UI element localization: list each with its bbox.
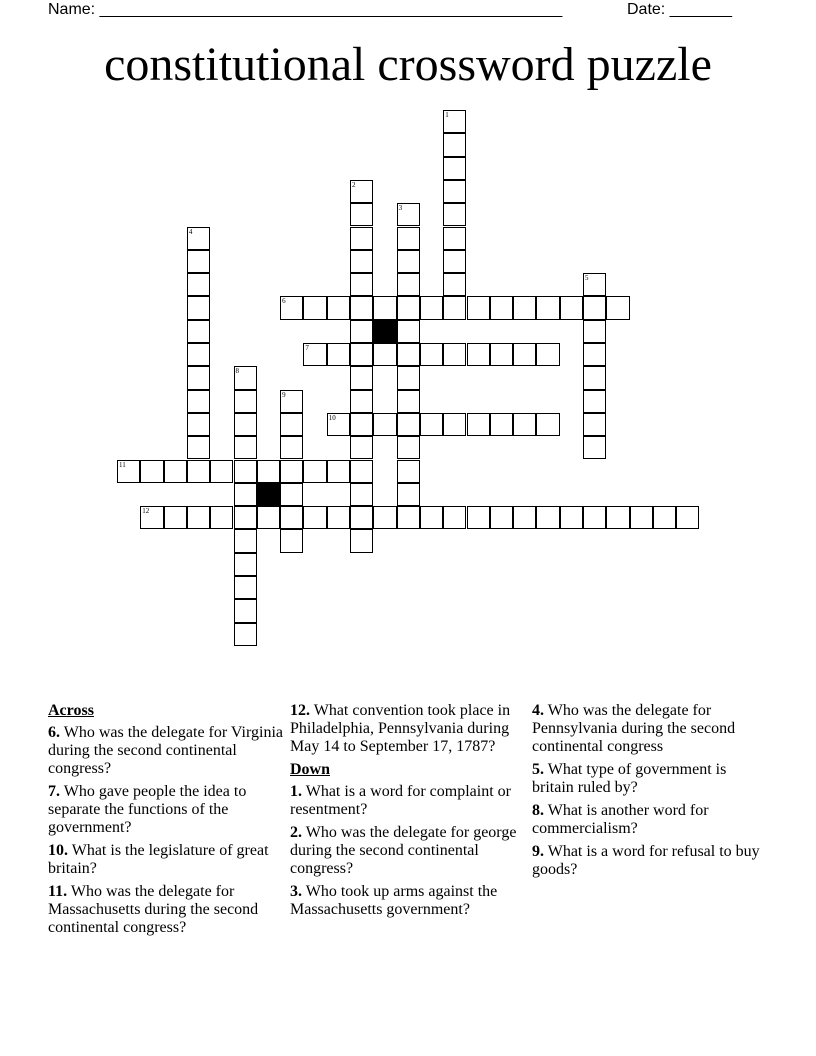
black-cell — [373, 320, 396, 343]
grid-cell[interactable] — [420, 343, 443, 366]
grid-cell[interactable] — [234, 460, 257, 483]
grid-cell[interactable] — [583, 366, 606, 389]
grid-cell[interactable] — [280, 506, 303, 529]
clue-down-2: 2. Who was the delegate for george during the second continental congress? — [290, 824, 517, 877]
grid-cell[interactable] — [397, 273, 420, 296]
grid-cell[interactable] — [234, 553, 257, 576]
grid-cell[interactable] — [490, 296, 513, 319]
grid-cell[interactable] — [630, 506, 653, 529]
clues-column-2 — [290, 702, 526, 924]
clue-down-1: 1. What is a word for complaint or resentment? — [290, 783, 511, 818]
clue-across-11: 11. Who was the delegate for Massachusetts during the second continental congress? — [48, 883, 259, 936]
grid-cell[interactable] — [583, 320, 606, 343]
grid-cell[interactable] — [187, 250, 210, 273]
grid-cell[interactable] — [490, 506, 513, 529]
grid-cell[interactable] — [513, 506, 536, 529]
grid-cell[interactable] — [583, 413, 606, 436]
grid-cell[interactable] — [443, 413, 466, 436]
across-heading: Across — [48, 702, 94, 719]
grid-cell[interactable] — [303, 506, 326, 529]
grid-cell[interactable] — [187, 506, 210, 529]
grid-cell[interactable] — [606, 296, 629, 319]
clue-across-6: 6. Who was the delegate for Virginia during the second continental congress? — [48, 724, 283, 777]
clue-number-12: 12 — [142, 507, 150, 516]
grid-cell[interactable] — [350, 483, 373, 506]
clue-number-1: 1 — [445, 111, 449, 119]
grid-cell[interactable] — [350, 390, 373, 413]
grid-cell[interactable] — [420, 506, 443, 529]
grid-cell[interactable] — [187, 273, 210, 296]
grid-cell[interactable] — [443, 180, 466, 203]
grid-cell[interactable] — [327, 296, 350, 319]
clue-number-3: 3 — [398, 204, 403, 213]
grid-cell[interactable] — [303, 460, 326, 483]
grid-cell[interactable] — [676, 506, 699, 529]
grid-cell[interactable] — [327, 460, 350, 483]
grid-cell[interactable] — [583, 390, 606, 413]
grid-cell[interactable] — [350, 273, 373, 296]
grid-cell[interactable] — [280, 460, 303, 483]
grid-cell[interactable] — [187, 343, 210, 366]
grid-cell[interactable] — [397, 460, 420, 483]
clue-number-2: 2 — [352, 180, 356, 189]
grid-cell[interactable] — [350, 320, 373, 343]
grid-cell[interactable] — [420, 413, 443, 436]
grid-cell[interactable] — [257, 506, 280, 529]
grid-cell[interactable] — [350, 227, 373, 250]
clue-down-5: 5. What type of government is britain ruled by? — [532, 761, 727, 796]
clue-number-7: 7 — [305, 344, 309, 352]
page-title: constitutional crossword puzzle — [104, 38, 712, 91]
grid-cell[interactable] — [210, 506, 233, 529]
down-heading: Down — [290, 761, 331, 778]
clue-number-6: 6 — [282, 297, 286, 306]
grid-cell[interactable] — [443, 296, 466, 319]
grid-cell[interactable] — [164, 506, 187, 529]
grid-cell[interactable] — [397, 506, 420, 529]
grid-cell[interactable] — [583, 506, 606, 529]
grid-cell[interactable] — [187, 460, 210, 483]
grid-cell[interactable] — [350, 413, 373, 436]
grid-cell[interactable] — [373, 296, 396, 319]
clue-down-4: 4. Who was the delegate for Pennsylvania during the second continental congress — [532, 702, 736, 755]
grid-cell[interactable] — [420, 296, 443, 319]
grid-cell[interactable] — [350, 250, 373, 273]
grid-cell[interactable] — [397, 343, 420, 366]
grid-cell[interactable] — [443, 203, 466, 226]
grid-cell[interactable] — [536, 413, 559, 436]
grid-cell[interactable] — [280, 436, 303, 459]
grid-cell[interactable] — [234, 413, 257, 436]
grid-cell[interactable] — [536, 296, 559, 319]
grid-cell[interactable] — [467, 343, 490, 366]
grid-cell[interactable] — [350, 343, 373, 366]
grid-cell[interactable] — [350, 506, 373, 529]
grid-cell[interactable] — [327, 506, 350, 529]
grid-cell[interactable] — [467, 413, 490, 436]
grid-cell[interactable] — [350, 366, 373, 389]
grid-cell[interactable] — [187, 366, 210, 389]
grid-cell[interactable] — [187, 413, 210, 436]
grid-cell[interactable] — [443, 343, 466, 366]
clue-across-7: 7. Who gave people the idea to separate the functions of the government? — [48, 783, 247, 836]
clue-number-5: 5 — [585, 274, 589, 283]
grid-cell[interactable] — [350, 203, 373, 226]
grid-cell[interactable] — [397, 320, 420, 343]
clue-across-12: 12. What convention took place in Philadelphia, Pennsylvania during May 14 to September 17, 1787? — [290, 702, 511, 755]
grid-cell[interactable] — [536, 506, 559, 529]
clue-down-3: 3. Who took up arms against the Massachusetts government? — [290, 883, 498, 918]
grid-cell[interactable] — [280, 413, 303, 436]
grid-cell[interactable] — [397, 436, 420, 459]
grid-cell[interactable] — [606, 506, 629, 529]
grid-cell[interactable] — [443, 227, 466, 250]
grid-cell[interactable] — [560, 296, 583, 319]
grid-cell[interactable] — [187, 296, 210, 319]
grid-cell[interactable] — [443, 157, 466, 180]
grid-cell[interactable] — [140, 460, 163, 483]
grid-cell[interactable] — [513, 413, 536, 436]
grid-cell[interactable] — [467, 296, 490, 319]
clues-column-1 — [48, 702, 284, 942]
grid-cell[interactable] — [583, 436, 606, 459]
grid-cell[interactable] — [373, 413, 396, 436]
clue-number-4: 4 — [188, 227, 193, 236]
grid-cell[interactable] — [350, 529, 373, 552]
grid-cell[interactable] — [467, 506, 490, 529]
grid-cell[interactable] — [513, 343, 536, 366]
grid-cell[interactable] — [210, 460, 233, 483]
grid-cell[interactable] — [234, 390, 257, 413]
grid-cell[interactable] — [397, 483, 420, 506]
grid-cell[interactable] — [513, 296, 536, 319]
grid-cell[interactable] — [350, 460, 373, 483]
name-field-label: Name: ____________________________________________________ — [48, 1, 563, 18]
grid-cell[interactable] — [280, 483, 303, 506]
clues-column-3 — [532, 702, 768, 884]
clue-across-10: 10. What is the legislature of great britain? — [48, 842, 269, 877]
grid-cell[interactable] — [234, 599, 257, 622]
grid-cell[interactable] — [653, 506, 676, 529]
grid-cell[interactable] — [234, 576, 257, 599]
grid-cell[interactable] — [187, 436, 210, 459]
clue-number-11: 11 — [119, 460, 126, 469]
black-cell — [257, 483, 280, 506]
grid-cell[interactable] — [280, 529, 303, 552]
grid-cell[interactable] — [490, 343, 513, 366]
grid-cell[interactable] — [397, 250, 420, 273]
grid-cell[interactable] — [443, 506, 466, 529]
clue-down-8: 8. What is another word for commercialism? — [532, 802, 709, 837]
grid-cell[interactable] — [234, 436, 257, 459]
grid-cell[interactable] — [443, 273, 466, 296]
grid-cell[interactable] — [583, 296, 606, 319]
clue-down-9: 9. What is a word for refusal to buy goods? — [532, 843, 760, 878]
grid-cell[interactable] — [443, 133, 466, 156]
grid-cell[interactable] — [303, 296, 326, 319]
grid-cell[interactable] — [373, 506, 396, 529]
grid-cell[interactable] — [443, 250, 466, 273]
grid-cell[interactable] — [490, 413, 513, 436]
grid-cell[interactable] — [350, 296, 373, 319]
clue-number-8: 8 — [235, 367, 239, 376]
grid-cell[interactable] — [397, 227, 420, 250]
clue-number-10: 10 — [328, 413, 336, 422]
grid-cell[interactable] — [373, 343, 396, 366]
grid-cell[interactable] — [397, 413, 420, 436]
grid-cell[interactable] — [536, 343, 559, 366]
grid-cell[interactable] — [164, 460, 187, 483]
grid-cell[interactable] — [327, 343, 350, 366]
grid-cell[interactable] — [560, 506, 583, 529]
grid-cell[interactable] — [397, 390, 420, 413]
clue-number-9: 9 — [282, 390, 286, 399]
grid-cell[interactable] — [234, 529, 257, 552]
grid-cell[interactable] — [397, 366, 420, 389]
grid-cell[interactable] — [397, 296, 420, 319]
grid-cell[interactable] — [187, 390, 210, 413]
grid-cell[interactable] — [583, 343, 606, 366]
grid-cell[interactable] — [187, 320, 210, 343]
grid-cell[interactable] — [257, 460, 280, 483]
grid-cell[interactable] — [234, 623, 257, 646]
date-field-label: Date: _______ — [627, 1, 732, 18]
grid-cell[interactable] — [234, 506, 257, 529]
grid-cell[interactable] — [234, 483, 257, 506]
grid-cell[interactable] — [350, 436, 373, 459]
